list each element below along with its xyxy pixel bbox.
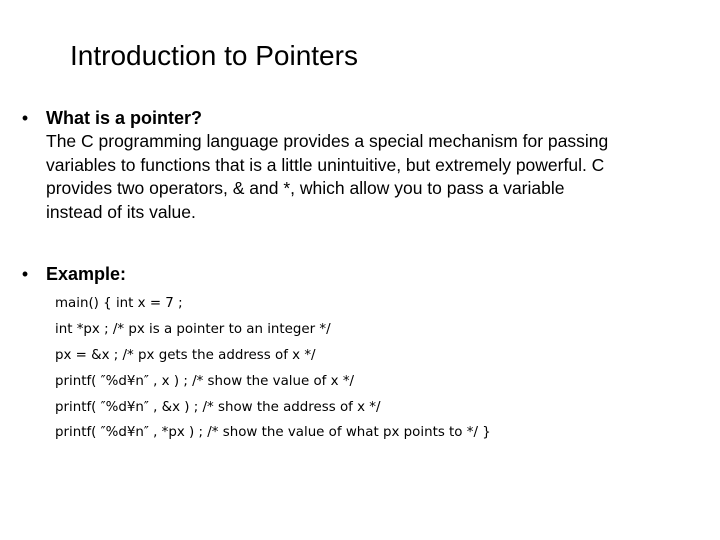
body-line: provides two operators, & and *, which allow you to pass a variable	[46, 178, 565, 198]
bullet-example	[18, 262, 698, 286]
code-line: printf( ″%d¥n″ , *px ) ; /* show the value of what px points to */ }	[55, 425, 491, 441]
bullet-dot-icon: •	[21, 108, 29, 128]
bullet-body	[46, 130, 698, 224]
bullet-heading: Example:	[46, 264, 127, 284]
body-line: instead of its value.	[46, 201, 196, 222]
body-line: The C programming language provides a special mechanism for passing	[46, 131, 609, 151]
code-example	[55, 291, 491, 446]
bullet-what-is-a-pointer	[18, 106, 698, 224]
bullet-heading: What is a pointer?	[46, 108, 203, 128]
code-line: px = &x ; /* px gets the address of x */	[55, 347, 316, 363]
slide-title: Introduction to Pointers	[70, 40, 358, 71]
bullet-dot-icon: •	[21, 264, 29, 284]
code-line: int *px ; /* px is a pointer to an integer */	[55, 321, 331, 337]
code-line: printf( ″%d¥n″ , &x ) ; /* show the address of x */	[55, 399, 381, 415]
code-line: printf( ″%d¥n″ , x ) ; /* show the value of x */	[55, 373, 355, 389]
code-line: main() { int x = 7 ;	[55, 296, 183, 311]
body-line: variables to functions that is a little unintuitive, but extremely powerful. C	[46, 154, 605, 175]
